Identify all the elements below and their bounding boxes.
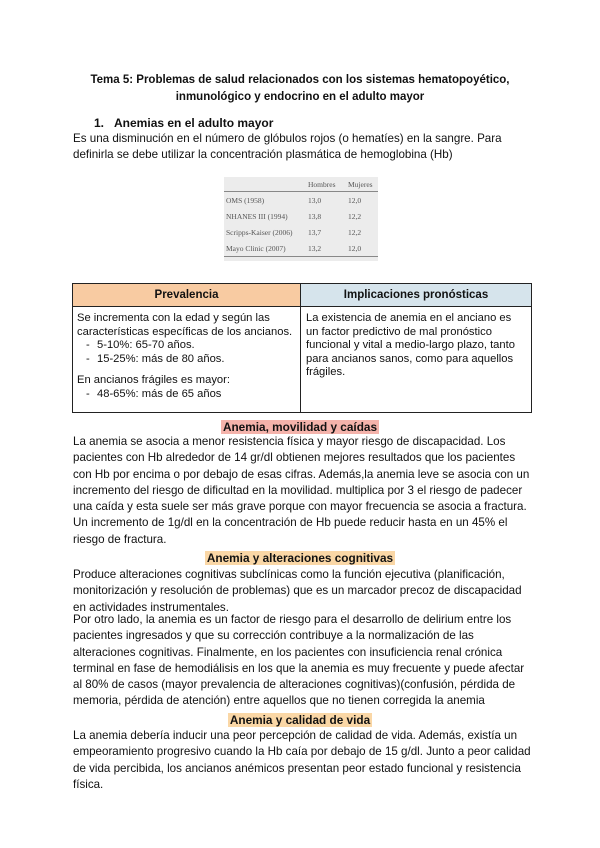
cognitivas-heading	[0, 551, 600, 565]
hb-table-header-row	[224, 177, 378, 192]
hb-table-header-cell: Hombres	[306, 177, 346, 192]
prevalence-cell	[77, 312, 297, 401]
hb-table-cell: OMS (1958)	[226, 195, 265, 205]
section-heading	[94, 116, 273, 130]
list-item: - 48-65%: más de 65 años	[77, 388, 297, 402]
cognitivas-paragraph-1: Produce alteraciones cognitivas subclínicas como la función ejecutiva (planificación, monitorización y resolución de problemas) que es un marcador precoz de discapacidad en actividades instrumentales.	[73, 568, 522, 614]
title-line-1: Tema 5: Problemas de salud relacionados con los sistemas hematopoyético,	[90, 74, 510, 86]
hb-table-cell: 12,0	[346, 240, 378, 257]
section-title: Anemias en el adulto mayor	[114, 116, 274, 130]
hb-table-row	[224, 224, 378, 240]
list-item: - 15-25%: más de 80 años.	[77, 353, 297, 367]
prognosis-header: Implicaciones pronósticas	[301, 284, 531, 307]
prevalence-text: Se incrementa con la edad y según las características específicas de los ancianos.	[77, 312, 293, 338]
hb-table-row	[224, 240, 378, 257]
hb-table-cell: 13,0	[308, 195, 322, 205]
hb-table-cell: 12,2	[348, 211, 362, 221]
hb-table-header-cell	[224, 177, 306, 192]
prevalence-prognosis-table	[72, 283, 532, 413]
table-divider	[300, 306, 301, 412]
hb-table-cell: 13,2	[306, 240, 346, 257]
frail-text: En ancianos frágiles es mayor:	[77, 374, 230, 386]
hb-table-row	[224, 192, 378, 209]
calidad-heading	[0, 713, 600, 727]
calidad-heading-text: Anemia y calidad de vida	[229, 713, 371, 727]
hb-table-cell: Scripps-Kaiser (2006)	[226, 227, 293, 237]
hb-table-cell: 13,8	[308, 211, 322, 221]
movilidad-paragraph: La anemia se asocia a menor resistencia física y mayor riesgo de discapacidad. Los pacientes con Hb alrededor de 14 gr/dl obtienen mejores resultados que los pacientes con Hb por encima o por debajo de esas cifras. Además,la anemia leve se asocia con un incremento del riesgo de dificultad en la movilidad. multiplica por 3 el riesgo de padecer una caída y esta suele ser más grave porque con mayor frecuencia se asocia a fractura. Un incremento de 1g/dl en la concentración de Hb puede reducir hasta en un 45% el riesgo de fractura.	[73, 435, 530, 546]
hb-table-header-cell: Mujeres	[346, 177, 378, 192]
section-number: 1.	[94, 116, 105, 130]
prevalence-header: Prevalencia	[73, 284, 301, 307]
movilidad-heading-text: Anemia, movilidad y caídas	[222, 420, 378, 434]
cognitivas-paragraph-2: Por otro lado, la anemia es un factor de riesgo para el desarrollo de delirium entre los pacientes ingresados y que su corrección contribuye a la normalización de las alteraciones cognitivas. Finalmente, en los pacientes con insuficiencia renal crónica terminal en fase de hemodiálisis en los que la anemia es muy frecuente y puede afectar al 80% de casos (mayor prevalencia de alteraciones cognitivas)(confusión, pérdida de memoria, pérdida de atención) entre aquellos que no tienen corregida la anemia	[73, 613, 525, 708]
prevalence-list	[77, 339, 297, 366]
intro-paragraph: Es una disminución en el número de glóbulos rojos (o hematíes) en la sangre. Para definirla se debe utilizar la concentración plasmática de hemoglobina (Hb)	[73, 132, 502, 162]
prognosis-cell: La existencia de anemia en el anciano es un factor predictivo de mal pronóstico funcional y vital a medio-largo plazo, tanto para ancianos sanos, como para aquellos frágiles.	[306, 312, 515, 378]
cognitivas-heading-text: Anemia y alteraciones cognitivas	[206, 551, 394, 565]
hb-table-cell: NHANES III (1994)	[226, 211, 288, 221]
document-title	[60, 72, 540, 106]
hb-table-cell: Mayo Clinic (2007)	[224, 240, 306, 257]
movilidad-heading	[0, 420, 600, 434]
hb-table-cell: 12,0	[348, 195, 362, 205]
hb-table-cell: 13,7	[308, 227, 322, 237]
hb-table-cell: 12,2	[348, 227, 362, 237]
title-line-2: inmunológico y endocrino en el adulto mayor	[175, 91, 425, 103]
calidad-paragraph: La anemia debería inducir una peor percepción de calidad de vida. Además, existía un empeoramiento progresivo cuando la Hb caía por debajo de 15 g/dl. Junto a peor calidad de vida percibida, los ancianos anémicos presentan peor estado funcional y resistencia física.	[73, 729, 531, 791]
list-item: - 5-10%: 65-70 años.	[77, 339, 297, 353]
hb-reference-table	[224, 177, 378, 261]
hb-table-row	[224, 208, 378, 224]
frail-list	[77, 388, 297, 402]
